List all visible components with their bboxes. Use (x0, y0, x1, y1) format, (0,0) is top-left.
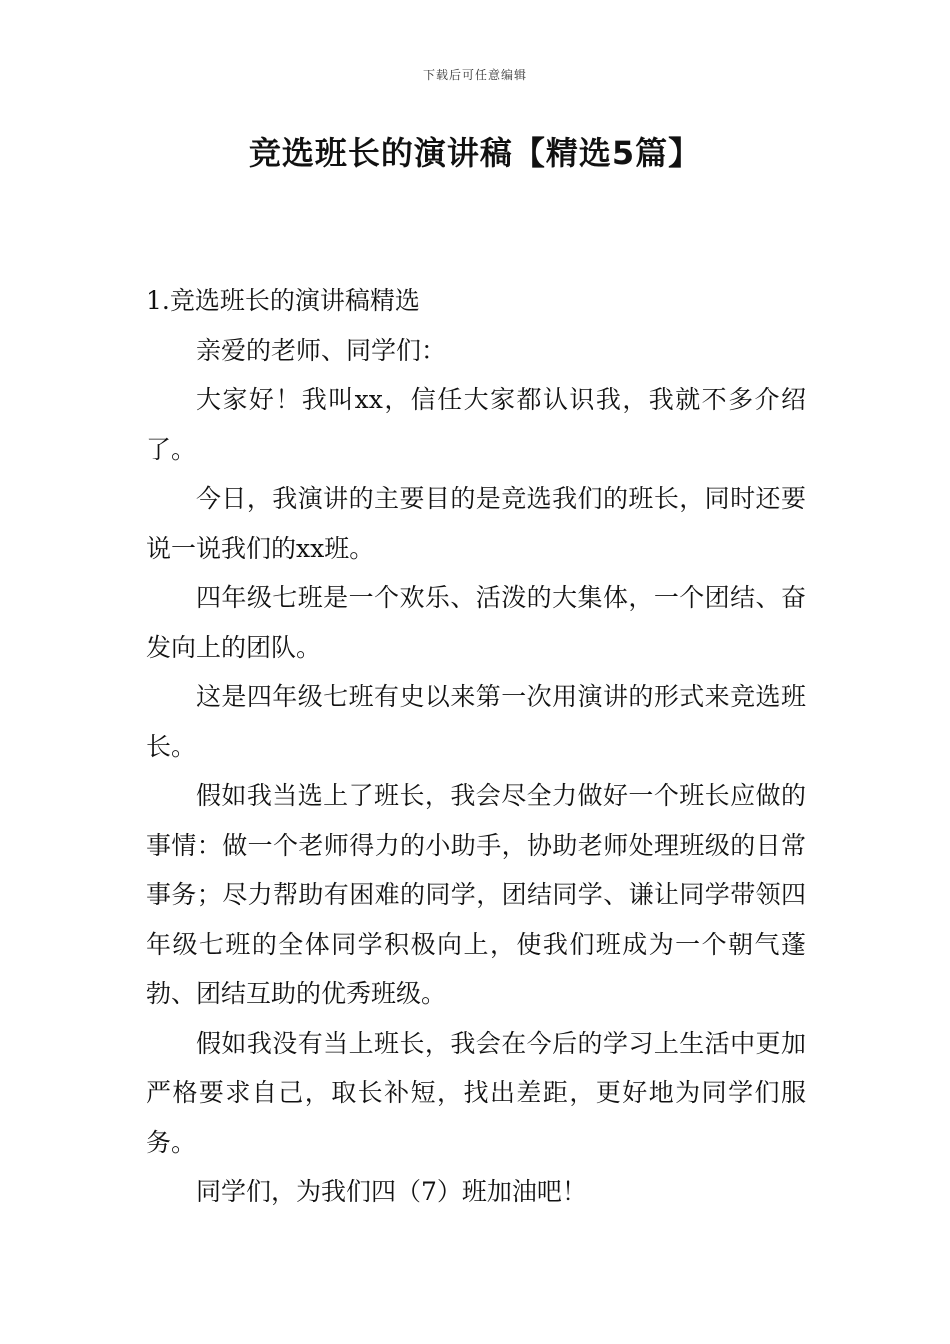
document-body (146, 276, 806, 1217)
paragraph-first-speech: 这是四年级七班有史以来第一次用演讲的形式来竞选班长。 (146, 682, 806, 761)
document-title: 竞选班长的演讲稿【精选5篇】 (248, 134, 702, 172)
paragraph-introduction: 大家好！我叫xx，信任大家都认识我，我就不多介绍了。 (146, 385, 806, 464)
paragraph-if-elected: 假如我当选上了班长，我会尽全力做好一个班长应做的事情：做一个老师得力的小助手，协助老师处理班级的日常事务；尽力帮助有困难的同学，团结同学、谦让同学带领四年级七班的全体同学积极向上，使我们班成为一个朝气蓬勃、团结互助的优秀班级。 (146, 781, 806, 1008)
paragraph-greeting: 亲爱的老师、同学们： (196, 335, 447, 365)
paragraph-purpose: 今日，我演讲的主要目的是竞选我们的班长，同时还要说一说我们的xx班。 (146, 484, 806, 563)
paragraph-closing: 同学们，为我们四（7）班加油吧！ (196, 1177, 587, 1206)
section-heading: 1.竞选班长的演讲稿精选 (146, 286, 420, 315)
header-note: 下载后可任意编辑 (422, 68, 527, 82)
paragraph-if-not-elected: 假如我没有当上班长，我会在今后的学习上生活中更加严格要求自己，取长补短，找出差距，更好地为同学们服务。 (146, 1028, 806, 1157)
paragraph-class-description: 四年级七班是一个欢乐、活泼的大集体，一个团结、奋发向上的团队。 (146, 583, 806, 662)
